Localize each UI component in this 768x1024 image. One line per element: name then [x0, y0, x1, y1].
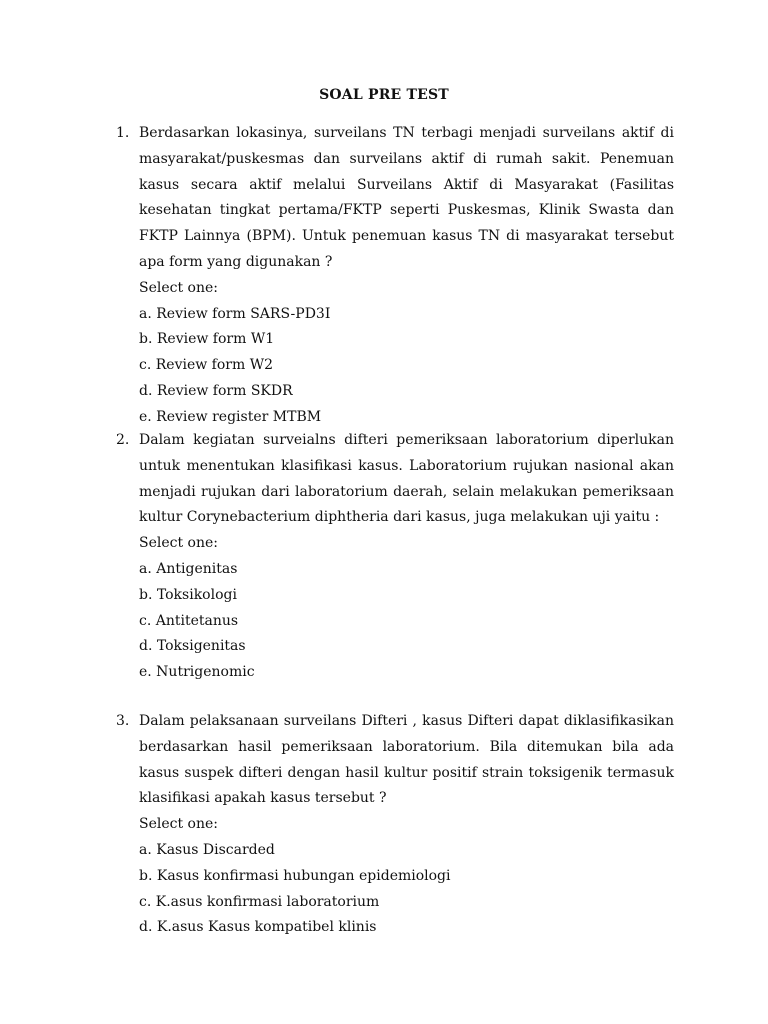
question-2: [116, 428, 674, 686]
question-text: Berdasarkan lokasinya, surveilans TN terbagi menjadi surveilans aktif di masyarakat/puskesmas dan surveilans aktif di rumah sakit. Penemuan kasus secara aktif melalui Surveilans Aktif di Masyarakat (Fasilitas kesehatan tingkat pertama/FKTP seperti Puskesmas, Klinik Swasta dan FKTP Lainnya (BPM). Untuk penemuan kasus TN di masyarakat tersebut apa form yang digunakan ?: [139, 125, 674, 270]
answer-options: [139, 557, 674, 686]
option-d[interactable]: d. Toksigenitas: [139, 638, 246, 655]
select-one-label: Select one:: [139, 535, 219, 552]
select-one-label: Select one:: [139, 816, 219, 833]
option-d[interactable]: d. K.asus Kasus kompatibel klinis: [139, 919, 377, 936]
option-b[interactable]: b. Kasus konfirmasi hubungan epidemiologi: [139, 867, 451, 884]
option-e[interactable]: e. Review register MTBM: [139, 408, 322, 425]
option-b[interactable]: b. Toksikologi: [139, 586, 237, 603]
page-title: SOAL PRE TEST: [319, 87, 449, 103]
question-number: 3.: [116, 713, 130, 729]
question-3: [116, 709, 674, 941]
question-text: Dalam kegiatan surveialns difteri pemeriksaan laboratorium diperlukan untuk menentukan klasifikasi kasus. Laboratorium rujukan nasional akan menjadi rujukan dari laboratorium daerah, selain melakukan pemeriksaan kultur Corynebacterium diphtheria dari kasus, juga melakukan uji yaitu :: [139, 432, 674, 526]
option-c[interactable]: c. Review form W2: [139, 357, 273, 374]
question-text: Dalam pelaksanaan surveilans Difteri , kasus Difteri dapat diklasifikasikan berdasarkan hasil pemeriksaan laboratorium. Bila ditemukan bila ada kasus suspek difteri dengan hasil kultur positif strain toksigenik termasuk klasifikasi apakah kasus tersebut ?: [139, 713, 674, 807]
option-b[interactable]: b. Review form W1: [139, 331, 275, 348]
answer-options: [139, 302, 674, 431]
option-a[interactable]: a. Review form SARS-PD3I: [139, 305, 331, 322]
select-one-label: Select one:: [139, 279, 219, 296]
question-number: 2.: [116, 432, 130, 448]
option-c[interactable]: c. K.asus konfirmasi laboratorium: [139, 893, 380, 910]
option-a[interactable]: a. Kasus Discarded: [139, 841, 275, 858]
option-e[interactable]: e. Nutrigenomic: [139, 664, 255, 681]
question-number: 1.: [116, 125, 130, 141]
answer-options: [139, 838, 674, 941]
question-1: [116, 121, 674, 431]
option-c[interactable]: c. Antitetanus: [139, 612, 239, 629]
option-a[interactable]: a. Antigenitas: [139, 560, 238, 577]
option-d[interactable]: d. Review form SKDR: [139, 382, 293, 399]
